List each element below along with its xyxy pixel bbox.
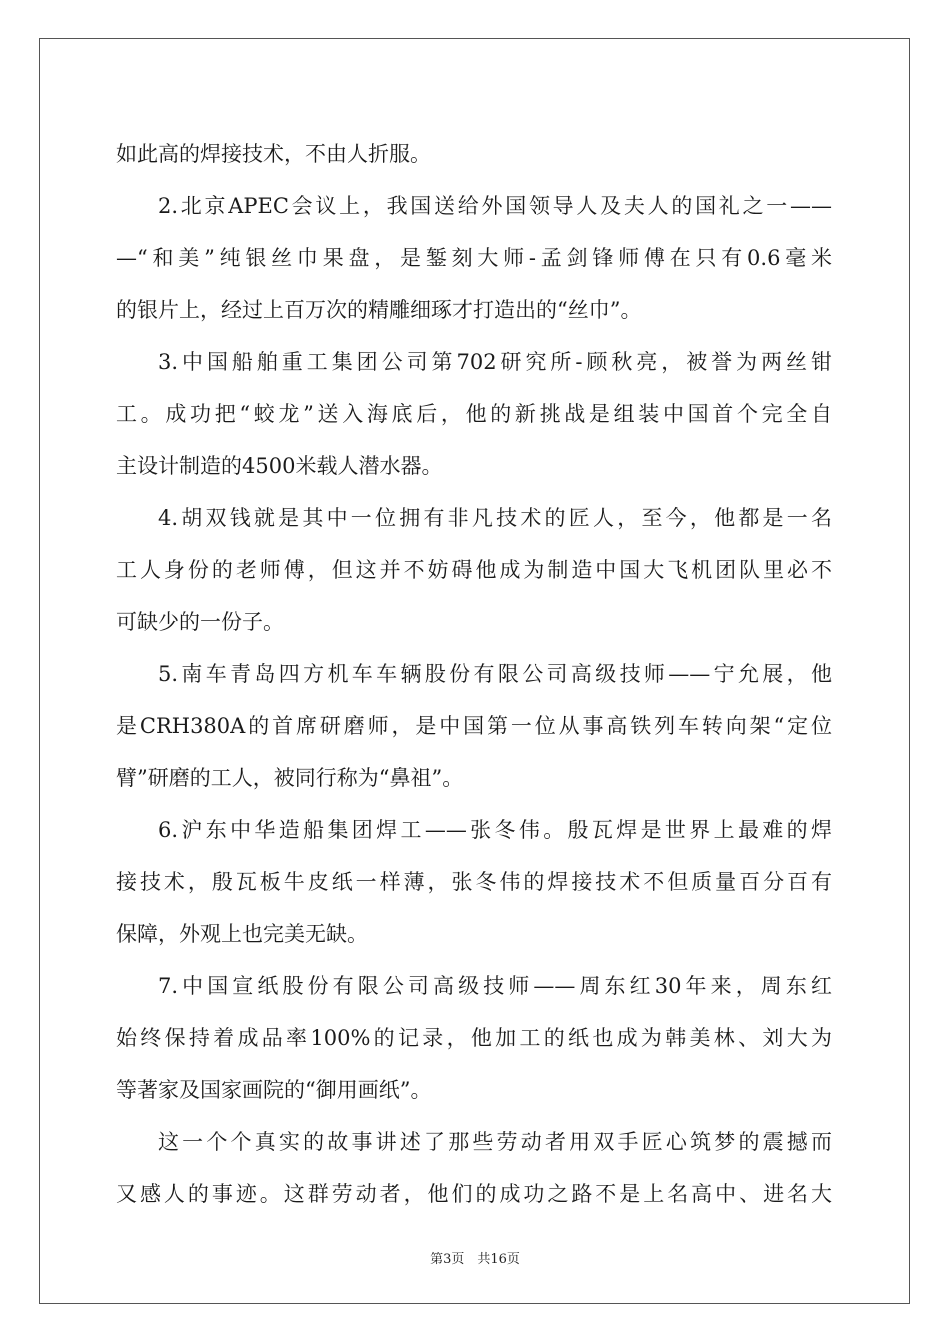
text-line: 是CRH380A的首席研磨师，是中国第一位从事高铁列车转向架“定位 [116,714,832,738]
text-line: 7.中国宣纸股份有限公司高级技师——周东红30年来，周东红 [158,974,832,998]
text-line: 4.胡双钱就是其中一位拥有非凡技术的匠人，至今，他都是一名 [158,506,832,530]
text-line: 这一个个真实的故事讲述了那些劳动者用双手匠心筑梦的震撼而 [158,1130,832,1154]
text-line: 5.南车青岛四方机车车辆股份有限公司高级技师——宁允展，他 [158,662,832,686]
text-line: 如此高的焊接技术，不由人折服。 [116,142,431,166]
text-line: 工。成功把“蛟龙”送入海底后，他的新挑战是组装中国首个完全自 [116,402,832,426]
text-line: 工人身份的老师傅，但这并不妨碍他成为制造中国大飞机团队里必不 [116,558,832,582]
paragraph-2 [116,180,832,336]
paragraph-6 [116,804,832,960]
text-line: 接技术，殷瓦板牛皮纸一样薄，张冬伟的焊接技术不但质量百分百有 [116,870,832,894]
text-line: 2.北京APEC会议上，我国送给外国领导人及夫人的国礼之一—— [158,194,832,218]
paragraph-4 [116,492,832,648]
paragraph-8 [116,1116,832,1220]
paragraph-3 [116,336,832,492]
page-number-footer: 第3页 共16页 [430,1252,520,1267]
text-line: 的银片上，经过上百万次的精雕细琢才打造出的“丝巾”。 [116,298,642,322]
text-line: 主设计制造的4500米载人潜水器。 [116,454,443,478]
text-line: 始终保持着成品率100%的记录，他加工的纸也成为韩美林、刘大为 [116,1026,832,1050]
document-body [116,128,832,1220]
paragraph-1 [116,128,832,180]
text-line: —“和美”纯银丝巾果盘，是錾刻大师-孟剑锋师傅在只有0.6毫米 [116,246,832,270]
text-line: 3.中国船舶重工集团公司第702研究所-顾秋亮，被誉为两丝钳 [158,350,832,374]
text-line: 臂”研磨的工人，被同行称为“鼻祖”。 [116,766,464,790]
text-line: 等著家及国家画院的“御用画纸”。 [116,1078,432,1102]
text-line: 可缺少的一份子。 [116,610,284,634]
text-line: 保障，外观上也完美无缺。 [116,922,368,946]
text-line: 6.沪东中华造船集团焊工——张冬伟。殷瓦焊是世界上最难的焊 [158,818,832,842]
text-line: 又感人的事迹。这群劳动者，他们的成功之路不是上名高中、进名大 [116,1182,832,1206]
paragraph-5 [116,648,832,804]
paragraph-7 [116,960,832,1116]
